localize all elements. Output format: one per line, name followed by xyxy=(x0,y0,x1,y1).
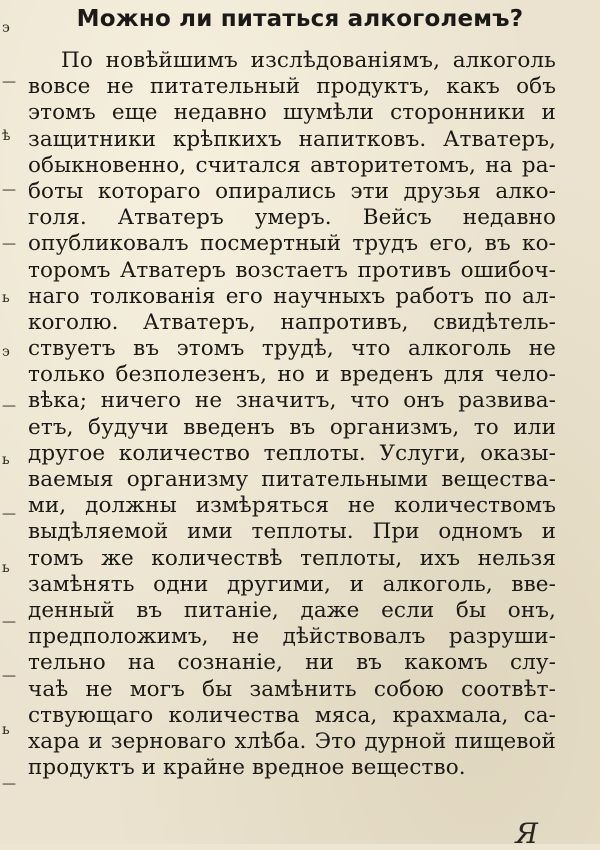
article-body xyxy=(28,48,556,781)
article-line: только безполезенъ, но и вреденъ для чело- xyxy=(28,362,556,388)
article-line: обыкновенно, считался авторитетомъ, на ра- xyxy=(28,152,556,178)
article-line: томъ же количествѣ теплоты, ихъ нельзя xyxy=(28,545,556,571)
article-line: вѣка; ничего не значитъ, что онъ развива- xyxy=(28,388,556,414)
article-line: боты котораго опирались эти друзья алко- xyxy=(28,178,556,204)
article-title: Можно ли питаться алкоголемъ? xyxy=(76,6,524,32)
article-line: ваемыя организму питательными вещества- xyxy=(28,467,556,492)
article-line: опубликовалъ посмертный трудъ его, въ ко- xyxy=(28,231,556,257)
article-line: хара и зерноваго хлѣба. Это дурной пищевой xyxy=(28,728,556,754)
article-line: предположимъ, не дѣйствовалъ разруши- xyxy=(28,624,556,650)
gutter-fragment: — xyxy=(2,776,16,792)
gutter-fragment: — xyxy=(2,74,16,90)
gutter-fragment: ь xyxy=(2,452,10,468)
article-line: ствуетъ въ этомъ трудѣ, что алкоголь не xyxy=(28,336,556,362)
article-line: торомъ Атватеръ возстаетъ противъ ошибоч- xyxy=(28,257,556,283)
article-line: этомъ еще недавно шумѣли сторонники и xyxy=(28,100,556,126)
next-article-fragment: Я xyxy=(515,817,538,850)
gutter-fragment: — xyxy=(2,668,16,684)
gutter-fragment: ь xyxy=(2,722,10,738)
gutter-fragment: ь xyxy=(2,560,10,576)
article-line: вовсе не питательный продуктъ, какъ объ xyxy=(28,74,556,100)
gutter-fragment: э xyxy=(2,344,10,360)
gutter-fragment: — xyxy=(2,236,16,252)
article-line: ми, должны измѣряться не количествомъ xyxy=(28,493,556,519)
gutter-fragment: э xyxy=(2,20,10,36)
article-line: замѣнять одни другими, и алкоголь, вве- xyxy=(28,571,556,597)
gutter-fragment: — xyxy=(2,398,16,414)
article-line: ствующаго количества мяса, крахмала, са- xyxy=(28,702,556,728)
article-line: денный въ питанiе, даже если бы онъ, xyxy=(28,597,556,623)
article-line: По новѣйшимъ изслѣдованiямъ, алкоголь xyxy=(61,48,556,73)
article-line: чаѣ не могъ бы замѣнить собою соотвѣт- xyxy=(28,676,556,702)
gutter-fragment: ѣ xyxy=(2,128,11,144)
article-line: етъ, будучи введенъ въ организмъ, то или xyxy=(28,414,556,440)
article-line: выдѣляемой ими теплоты. При одномъ и xyxy=(28,519,556,545)
article-line: тельно на сознанiе, ни въ какомъ слу- xyxy=(28,650,556,676)
article-line: коголю. Атватеръ, напротивъ, свидѣтель- xyxy=(28,309,556,335)
gutter-fragment: — xyxy=(2,614,16,630)
article-line: голя. Атватеръ умеръ. Вейсъ недавно xyxy=(28,205,556,231)
left-column-edge xyxy=(0,20,18,844)
article-line: другое количество теплоты. Услуги, оказы- xyxy=(28,440,556,466)
article-line: защитники крѣпкихъ напитковъ. Атватеръ, xyxy=(28,126,556,152)
gutter-fragment: ь xyxy=(2,290,10,306)
article-line: наго толкованiя его научныхъ работъ по ал- xyxy=(28,283,556,309)
gutter-fragment: — xyxy=(2,506,16,522)
gutter-fragment: — xyxy=(2,182,16,198)
article-line: продуктъ и крайне вредное вещество. xyxy=(28,755,466,781)
